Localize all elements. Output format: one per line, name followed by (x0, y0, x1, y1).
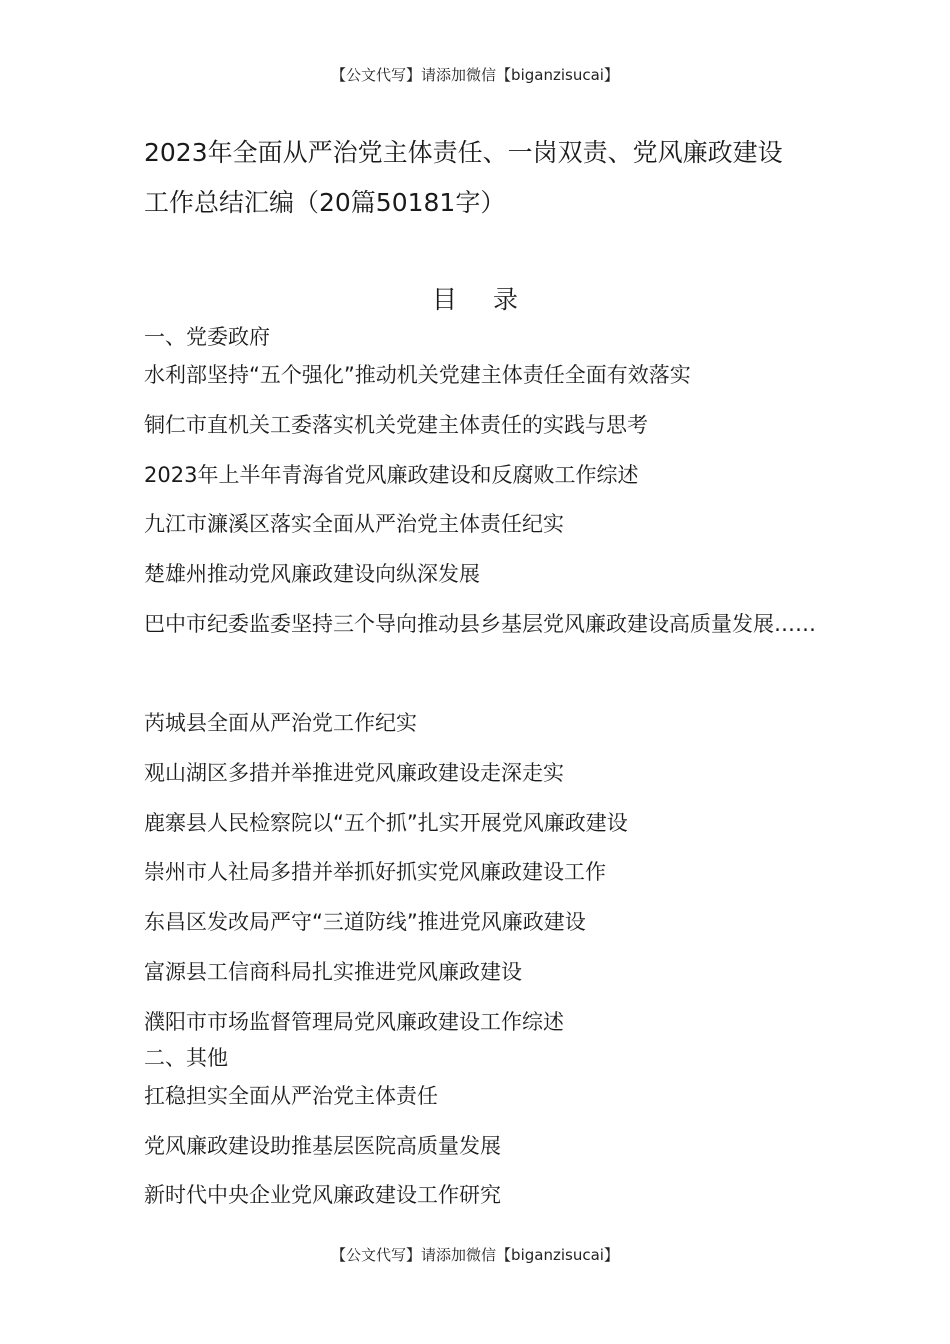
header-watermark-note: 【公文代写】请添加微信【biganzisucai】 (331, 66, 619, 84)
toc-entry[interactable]: 芮城县全面从严治党工作纪实 (144, 711, 417, 735)
toc-heading: 目 录 (432, 285, 532, 314)
toc-entry[interactable]: 鹿寨县人民检察院以“五个抓”扎实开展党风廉政建设 (144, 811, 628, 835)
toc-entry[interactable]: 2023年上半年青海省党风廉政建设和反腐败工作综述 (144, 463, 639, 487)
toc-entry[interactable]: 新时代中央企业党风廉政建设工作研究 (144, 1183, 501, 1207)
toc-entry[interactable]: 扛稳担实全面从严治党主体责任 (144, 1084, 438, 1108)
toc-entry[interactable]: 楚雄州推动党风廉政建设向纵深发展 (144, 562, 480, 586)
toc-entry[interactable]: 富源县工信商科局扎实推进党风廉政建设 (144, 960, 522, 984)
toc-entry[interactable]: 九江市濂溪区落实全面从严治党主体责任纪实 (144, 512, 564, 536)
toc-section-heading: 二、其他 (144, 1046, 228, 1070)
toc-entry[interactable]: 巴中市纪委监委坚持三个导向推动县乡基层党风廉政建设高质量发展…… (144, 612, 816, 636)
document-title (144, 128, 824, 228)
document-title-line2: 工作总结汇编（20篇50181字） (144, 188, 506, 217)
toc-entry[interactable]: 东昌区发改局严守“三道防线”推进党风廉政建设 (144, 910, 586, 934)
toc-entry[interactable]: 观山湖区多措并举推进党风廉政建设走深走实 (144, 761, 564, 785)
toc-section-heading: 一、党委政府 (144, 325, 270, 349)
toc-entry[interactable]: 濮阳市市场监督管理局党风廉政建设工作综述 (144, 1010, 564, 1034)
toc-entry[interactable]: 崇州市人社局多措并举抓好抓实党风廉政建设工作 (144, 860, 606, 884)
document-title-line1: 2023年全面从严治党主体责任、一岗双责、党风廉政建设 (144, 138, 783, 167)
footer-watermark-note: 【公文代写】请添加微信【biganzisucai】 (331, 1246, 619, 1264)
toc-entry[interactable]: 铜仁市直机关工委落实机关党建主体责任的实践与思考 (144, 413, 648, 437)
toc-entry[interactable]: 党风廉政建设助推基层医院高质量发展 (144, 1134, 501, 1158)
toc-entry[interactable]: 水利部坚持“五个强化”推动机关党建主体责任全面有效落实 (144, 363, 691, 387)
